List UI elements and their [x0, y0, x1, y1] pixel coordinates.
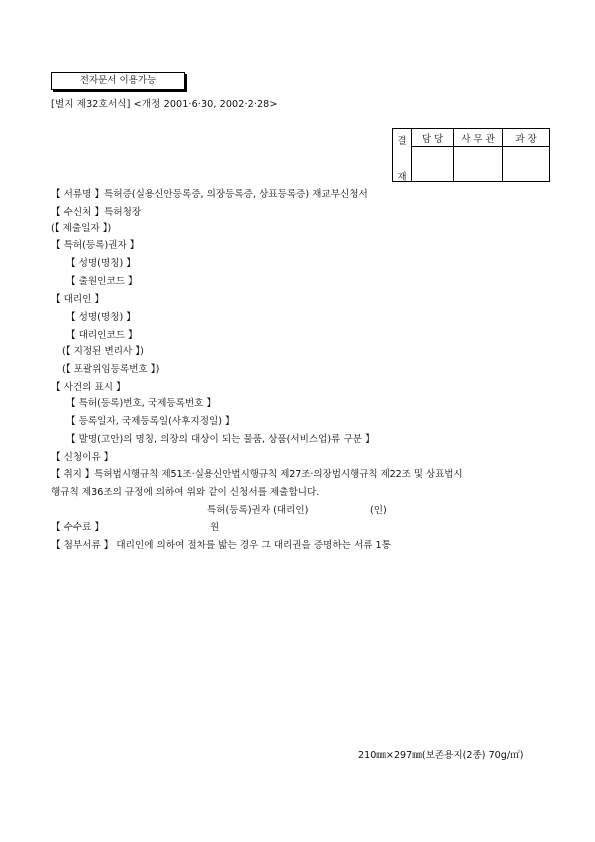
seal-mark: (인) — [370, 505, 387, 516]
approval-header-officer: 사 무 관 — [454, 129, 503, 147]
case-number-line: 【 특허(등록)번호, 국제등록번호 】 — [66, 398, 217, 409]
approval-label-cell — [393, 129, 412, 182]
approval-table — [392, 128, 550, 182]
agent-comprehensive-line: (【 포괄위임등록번호 】) — [62, 364, 160, 375]
submit-date-line: (【 제출일자 】) — [51, 223, 112, 234]
approval-header-director: 과 장 — [503, 129, 550, 147]
approval-label-top: 결 — [397, 136, 407, 147]
case-heading: 【 사건의 표시 】 — [51, 382, 126, 393]
case-invention-line: 【 발명(고안)의 명칭, 의장의 대상이 되는 물품, 상품(서비스업)류 구분 】 — [66, 434, 375, 445]
recipient-line: 【 수신처 】특허청장 — [51, 207, 142, 218]
patentee-heading: 【 특허(등록)권자 】 — [51, 240, 140, 251]
case-reg-date-line: 【 등록일자, 국제등록일(사후지정일) 】 — [66, 416, 235, 427]
fee-unit: 원 — [210, 522, 220, 533]
agent-code-line: 【 대리인코드 】 — [66, 330, 138, 341]
approval-label-bottom: 재 — [397, 172, 407, 183]
patentee-name-line: 【 성명(명칭) 】 — [66, 258, 136, 269]
doc-name-line: 【 서류명 】특허증(실용신안등록증, 의장등록증, 상표등록증) 재교부신청서 — [51, 189, 368, 200]
approval-sign-director — [503, 147, 550, 182]
electronic-document-badge: 전자문서 이용가능 — [51, 72, 185, 90]
approval-sign-officer — [454, 147, 503, 182]
agent-heading: 【 대리인 】 — [51, 294, 105, 305]
purpose-line-1: 【 취지 】특허법시행규칙 제51조·실용신안법시행규칙 제27조·의장법시행규칙 제22조 및 상표법시 — [51, 469, 463, 480]
agent-name-line: 【 성명(명칭) 】 — [66, 312, 136, 323]
signer-label: 특허(등록)권자 (대리인) — [207, 505, 309, 516]
attachments-line: 【 첨부서류 】 대리인에 의하여 절차를 밟는 경우 그 대리권을 증명하는 서류 1통 — [51, 540, 391, 551]
fee-line: 【 수수료 】 — [51, 522, 105, 533]
reason-line: 【 신청이유 】 — [51, 452, 114, 463]
agent-designated-line: (【 지정된 변리사 】) — [62, 346, 144, 357]
form-reference: [별지 제32호서식] <개정 2001·6·30, 2002·2·28> — [51, 99, 278, 110]
approval-sign-manager — [412, 147, 454, 182]
approval-header-manager: 담 당 — [412, 129, 454, 147]
patentee-code-line: 【 출원인코드 】 — [66, 276, 138, 287]
paper-spec: 210㎜×297㎜(보존용지(2종) 70g/㎡) — [358, 750, 524, 761]
purpose-line-2: 행규칙 제36조의 규정에 의하여 위와 같이 신청서를 제출합니다. — [51, 487, 320, 498]
